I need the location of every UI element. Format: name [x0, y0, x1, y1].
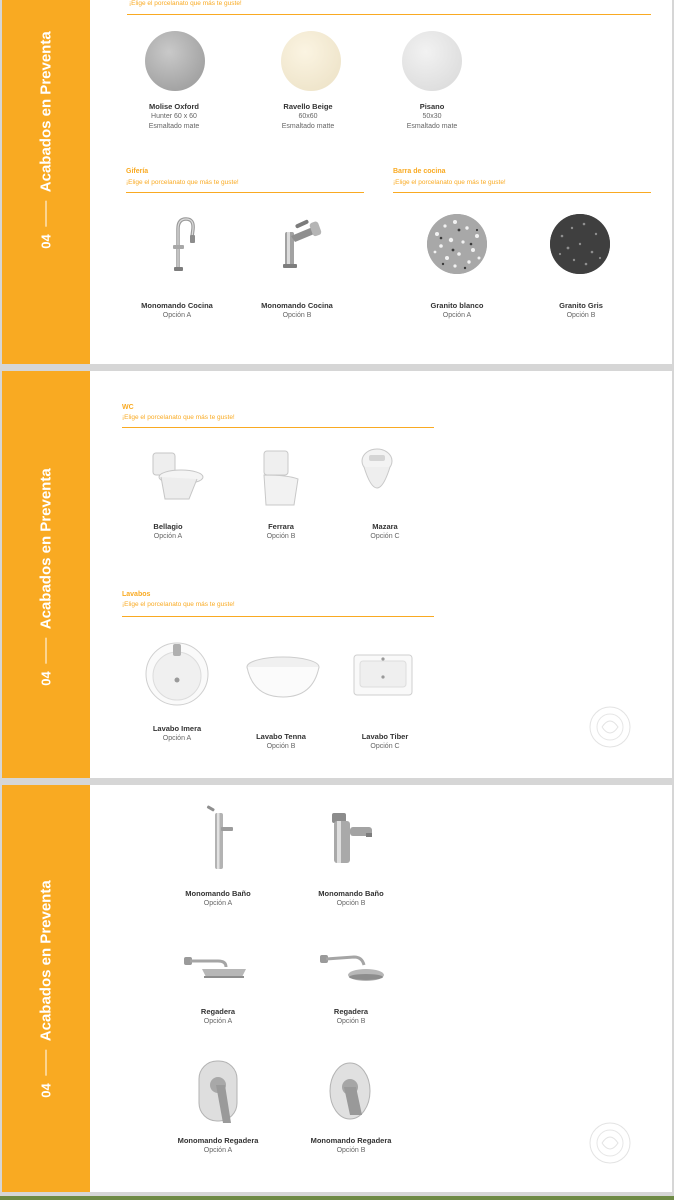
wc-title: WC: [122, 404, 134, 411]
sink-tenna-image: [245, 655, 321, 699]
tile-finish: Esmaltado mate: [406, 123, 458, 130]
tile-swatch-ravello-beige: [281, 31, 341, 91]
granite-gray-swatch: [550, 214, 610, 274]
band-dash: [46, 200, 47, 226]
brand-watermark-icon: [588, 1121, 632, 1165]
floor-section-subtitle: ¡Elige el porcelanato que más te guste!: [129, 0, 242, 7]
tile-name: Ravello Beige: [283, 102, 333, 111]
showerhead-a-caption: [153, 1007, 283, 1027]
tile-swatch-pisano: [402, 31, 462, 91]
side-band: [2, 371, 90, 778]
item-name: Monomando Regadera: [310, 1136, 392, 1145]
tile-size: Hunter 60 x 60: [151, 113, 197, 120]
lavabos-line: [122, 616, 434, 617]
sink-tiber-caption: [320, 732, 450, 752]
item-option: Opción A: [162, 312, 192, 319]
item-option: Opción B: [266, 743, 296, 750]
band-number: 04: [38, 671, 54, 686]
floor-section-line: [127, 14, 651, 15]
side-band: [2, 785, 90, 1192]
lavabos-title: Lavabos: [122, 591, 151, 598]
sink-imera-image: [145, 642, 209, 706]
item-name: Monomando Baño: [185, 889, 251, 898]
bath-faucet-b-image: [326, 809, 376, 867]
griferia-subtitle: ¡Elige el porcelanato que más te guste!: [126, 179, 239, 186]
band-number: 04: [38, 234, 54, 249]
item-option: Opción B: [282, 312, 312, 319]
item-name: Lavabo Tiber: [361, 732, 409, 741]
item-name: Monomando Regadera: [177, 1136, 259, 1145]
wc-bellagio-caption: [103, 522, 233, 542]
item-name: Regadera: [200, 1007, 236, 1016]
item-option: Opción A: [203, 1018, 233, 1025]
side-band: [2, 0, 90, 364]
item-option: Opción C: [370, 533, 400, 540]
toilet-ferrara-image: [258, 449, 304, 511]
catalog-page-bathroom-fixtures: [2, 371, 672, 778]
item-name: Granito Gris: [559, 301, 603, 310]
item-name: Bellagio: [153, 522, 183, 531]
item-name: Monomando Baño: [318, 889, 384, 898]
tile-size: 60x60: [298, 113, 318, 120]
item-option: Opción A: [153, 533, 183, 540]
griferia-title: Gifería: [126, 168, 149, 175]
shower-valve-b-caption: [286, 1136, 416, 1156]
item-option: Opción B: [336, 1018, 366, 1025]
band-label: [38, 880, 55, 1097]
lavabos-subtitle: ¡Elige el porcelanato que más te guste!: [122, 601, 235, 608]
item-name: Lavabo Tenna: [256, 732, 306, 741]
next-page-edge: [0, 1196, 674, 1200]
band-dash: [46, 1049, 47, 1075]
item-option: Opción A: [203, 1147, 233, 1154]
item-name: Granito blanco: [430, 301, 484, 310]
kitchen-faucet-a-image: [162, 215, 196, 273]
faucet-b-caption: [232, 301, 362, 321]
kitchen-faucet-b-image: [277, 218, 325, 270]
item-option: Opción A: [203, 900, 233, 907]
item-option: Opción B: [336, 900, 366, 907]
band-title: Acabados en Preventa: [37, 31, 55, 193]
tile-name: Molise Oxford: [148, 102, 199, 111]
showerhead-b-caption: [286, 1007, 416, 1027]
showerhead-b-image: [318, 945, 386, 987]
tile-swatch-molise-oxford: [145, 31, 205, 91]
wc-subtitle: ¡Elige el porcelanato que más te guste!: [122, 414, 235, 421]
tile-caption-pisano: [367, 102, 497, 132]
tile-size: 50x30: [422, 113, 442, 120]
item-option: Opción C: [370, 743, 400, 750]
tile-caption-molise-oxford: [109, 102, 239, 132]
griferia-line: [126, 192, 364, 193]
shower-valve-b-image: [326, 1061, 376, 1125]
band-title: Acabados en Preventa: [37, 880, 55, 1042]
tile-caption-ravello-beige: [243, 102, 373, 132]
item-option: Opción B: [266, 533, 296, 540]
tile-finish: Esmaltado mate: [148, 123, 200, 130]
granite-white-swatch: [427, 214, 487, 274]
item-name: Lavabo Imera: [152, 724, 202, 733]
band-number: 04: [38, 1083, 54, 1098]
barra-subtitle: ¡Elige el porcelanato que más te guste!: [393, 179, 506, 186]
showerhead-a-image: [182, 945, 250, 985]
item-option: Opción A: [162, 735, 192, 742]
item-option: Opción B: [566, 312, 596, 319]
toilet-mazara-image: [360, 447, 394, 509]
band-dash: [46, 637, 47, 663]
band-label: [38, 31, 55, 248]
tile-name: Pisano: [419, 102, 445, 111]
catalog-page-bathroom-faucets: [2, 785, 672, 1192]
shower-valve-a-caption: [153, 1136, 283, 1156]
shower-valve-a-image: [195, 1057, 243, 1129]
item-name: Mazara: [372, 522, 398, 531]
bath-faucet-b-caption: [286, 889, 416, 909]
wc-mazara-caption: [320, 522, 450, 542]
item-option: Opción B: [336, 1147, 366, 1154]
bath-faucet-a-image: [205, 805, 235, 871]
catalog-page-kitchen: [2, 0, 672, 364]
item-option: Opción A: [442, 312, 472, 319]
toilet-bellagio-image: [147, 449, 205, 507]
granite-gray-caption: [516, 301, 646, 321]
barra-line: [393, 192, 651, 193]
band-label: [38, 468, 55, 685]
item-name: Regadera: [333, 1007, 369, 1016]
item-name: Monomando Cocina: [261, 301, 333, 310]
sink-tiber-image: [352, 651, 414, 699]
bath-faucet-a-caption: [153, 889, 283, 909]
band-title: Acabados en Preventa: [37, 468, 55, 630]
item-name: Monomando Cocina: [141, 301, 213, 310]
item-name: Ferrara: [268, 522, 294, 531]
brand-watermark-icon: [588, 705, 632, 749]
barra-title: Barra de cocina: [393, 168, 446, 175]
granite-white-caption: [392, 301, 522, 321]
tile-finish: Esmaltado matte: [281, 123, 335, 130]
faucet-a-caption: [112, 301, 242, 321]
wc-line: [122, 427, 434, 428]
